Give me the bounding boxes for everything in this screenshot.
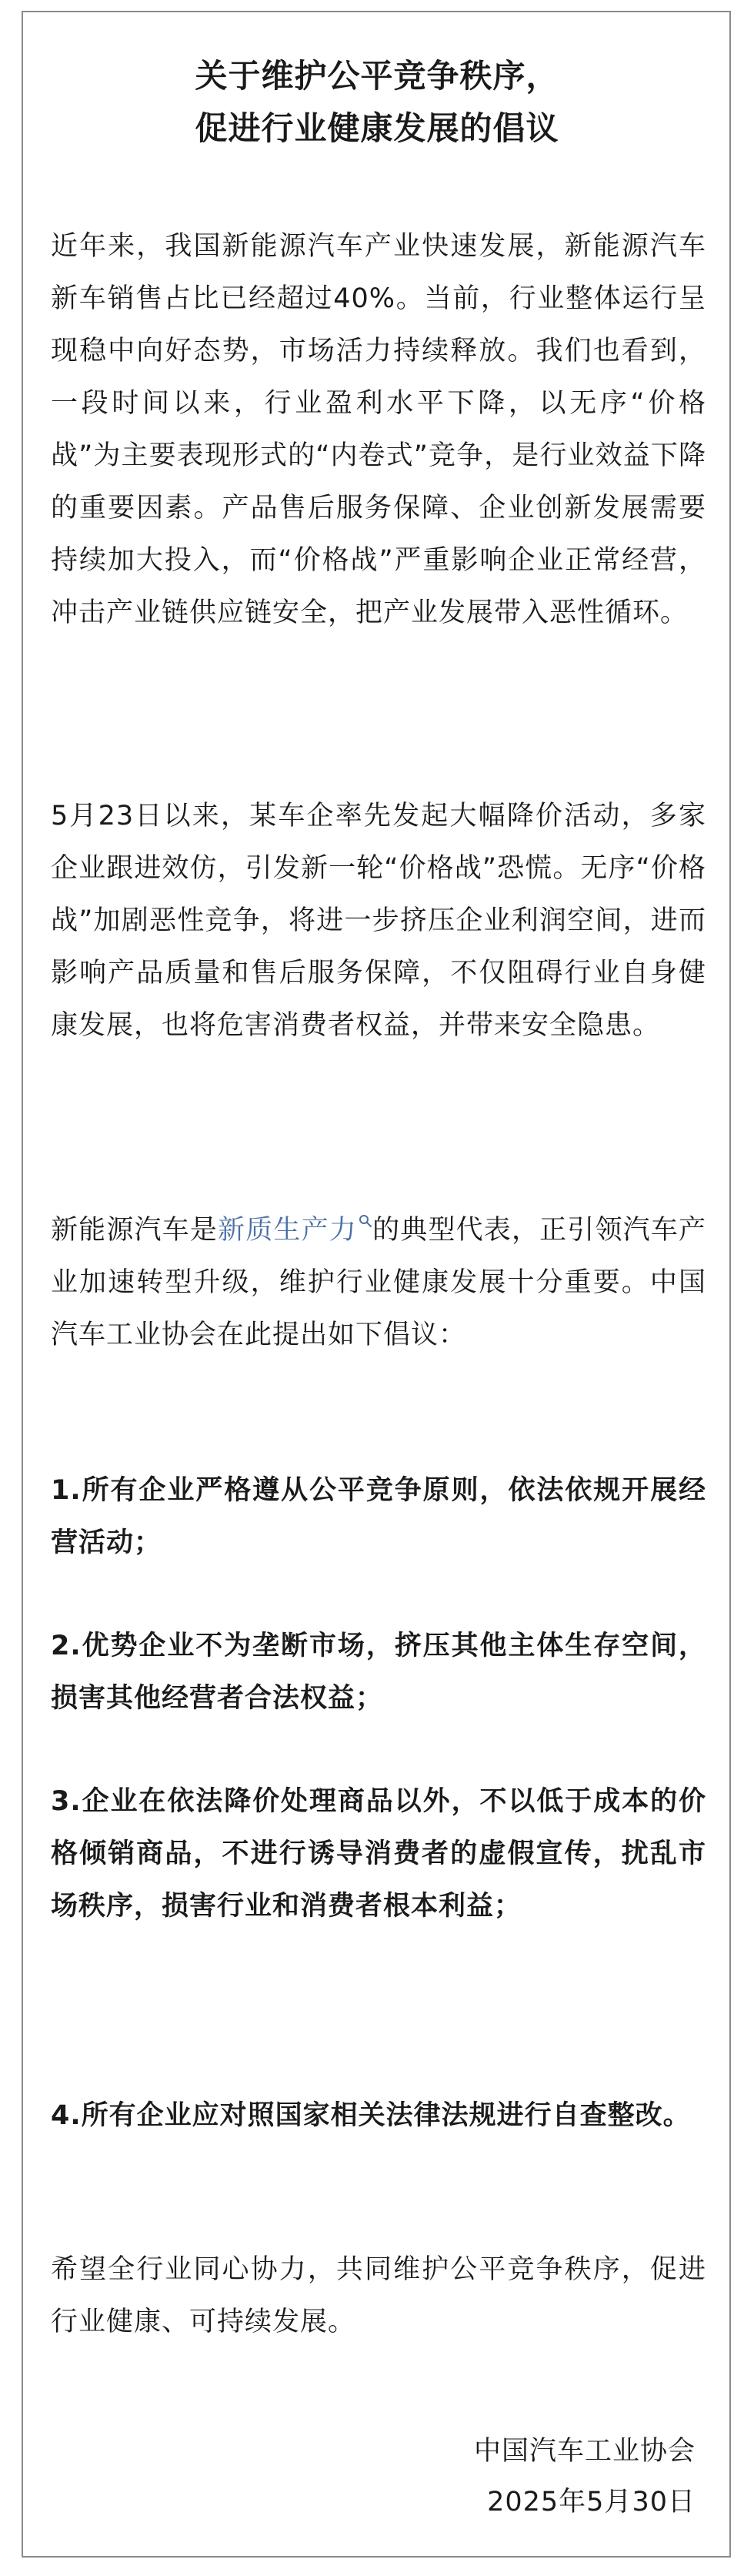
new-productivity-link[interactable]: 新质生产力 (218, 1215, 357, 1246)
proposal-item-2: 2.优势企业不为垄断市场，挤压其他主体生存空间，损害其他经营者合法权益； (51, 1631, 706, 1714)
signature-date: 2025年5月30日 (487, 2487, 696, 2517)
paragraph-closing: 希望全行业同心协力，共同维护公平竞争秩序，促进行业健康、可持续发展。 (51, 2254, 706, 2337)
search-icon[interactable] (359, 1214, 372, 1228)
paragraph-price-war: 5月23日以来，某车企率先发起大幅降价活动，多家企业跟进效仿，引发新一轮“价格战”恐慌。无序“价格战”加剧恶性竞争，将进一步挤压企业利润空间，进而影响产品质量和售后服务保障，不仅阻碍行业自身健康发展，也将危害消费者权益，并带来安全隐患。 (51, 801, 706, 1041)
paragraph-background: 近年来，我国新能源汽车产业快速发展，新能源汽车新车销售占比已经超过40%。当前，行业整体运行呈现稳中向好态势，市场活力持续释放。我们也看到，一段时间以来，行业盈利水平下降，以无序“价格战”为主要表现形式的“内卷式”竞争，是行业效益下降的重要因素。产品售后服务保障、企业创新发展需要持续加大投入，而“价格战”严重影响企业正常经营，冲击产业链供应链安全，把产业发展带入恶性循环。 (51, 231, 706, 628)
paragraph-proposal-intro (51, 1204, 706, 1361)
signature-organization: 中国汽车工业协会 (473, 2436, 696, 2467)
proposal-item-4: 4.所有企业应对照国家相关法律法规进行自查整改。 (51, 2100, 691, 2131)
paragraph-proposal-intro-end: 的典型代表，正引领汽车产业加速转型升级，维护行业健康发展十分重要。中国汽车工业协会在此提出如下倡议： (51, 1215, 706, 1350)
document-title-line-2: 促进行业健康发展的倡议 (195, 109, 559, 147)
document-title-line-1: 关于维护公平竞争秩序， (195, 57, 559, 95)
proposal-item-3: 3.企业在依法降价处理商品以外，不以低于成本的价格倾销商品，不进行诱导消费者的虚假宣传，扰乱市场秩序，损害行业和消费者根本利益； (51, 1786, 706, 1922)
paragraph-proposal-intro-start: 新能源汽车是 (51, 1215, 219, 1246)
proposal-item-1: 1.所有企业严格遵从公平竞争原则，依法依规开展经营活动； (51, 1475, 706, 1558)
